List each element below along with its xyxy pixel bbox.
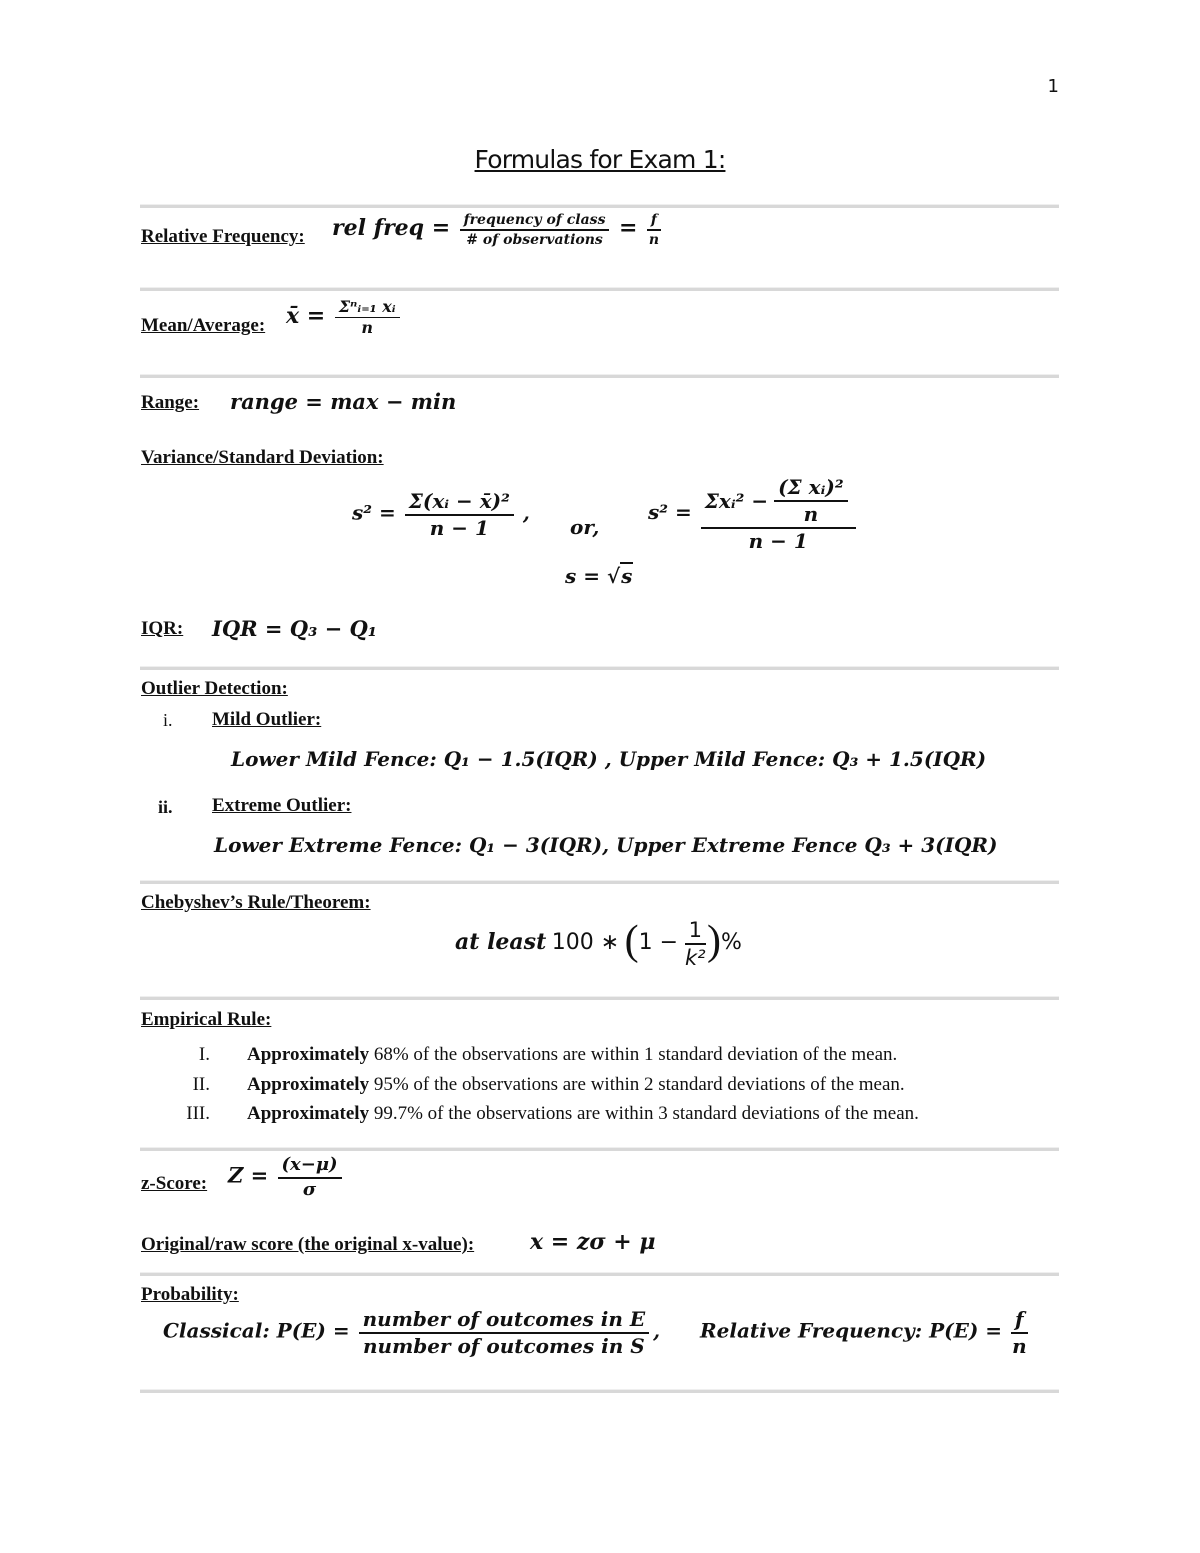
empirical-item-text: 68% of the observations are within 1 standard deviation of the mean. (369, 1044, 898, 1065)
chebyshev-fraction (685, 918, 706, 970)
extreme-outlier-label: Extreme Outlier: (212, 795, 352, 816)
empirical-item-bold: Approximately (247, 1074, 370, 1095)
variance-denominator-2: n − 1 (748, 529, 808, 553)
relative-frequency-formula (332, 212, 665, 248)
outlier-label: Outlier Detection: (141, 678, 288, 699)
rel-freq-lhs: rel freq = (332, 215, 451, 242)
chebyshev-numerator: 1 (685, 918, 706, 945)
relative-probability-formula (700, 1308, 1032, 1358)
chebyshev-denominator: k² (684, 946, 706, 971)
variance-lhs-1: s² = (352, 500, 396, 525)
section-divider (140, 204, 1059, 208)
range-formula: range = max − min (230, 389, 457, 414)
empirical-item-text: 99.7% of the observations are within 3 standard deviations of the mean. (369, 1103, 919, 1124)
classical-numerator: number of outcomes in E (359, 1308, 649, 1334)
mean-fraction (335, 298, 400, 338)
mean-label: Mean/Average: (141, 315, 266, 336)
variance-inner-numerator: (Σ xᵢ)² (774, 476, 848, 502)
variance-denominator-1: n − 1 (429, 516, 489, 540)
zscore-formula (228, 1155, 346, 1200)
section-divider (140, 666, 1059, 670)
classical-probability-formula (163, 1308, 660, 1358)
variance-or: or, (570, 515, 600, 539)
relative-probability-lhs: Relative Frequency: P(E) = (700, 1318, 1003, 1343)
empirical-item-bold: Approximately (247, 1103, 370, 1124)
empirical-item-bold: Approximately (247, 1044, 370, 1065)
section-divider (140, 287, 1059, 291)
variance-fraction-1 (405, 490, 514, 540)
empirical-item-number: III. (186, 1103, 210, 1124)
zscore-denominator: σ (302, 1178, 317, 1200)
chebyshev-hundred: 100 ∗ (551, 930, 620, 956)
empirical-item-number: II. (192, 1074, 210, 1095)
variance-lhs-2: s² = (648, 500, 692, 525)
raw-score-label: Original/raw score (the original x-value): (141, 1234, 475, 1255)
section-divider (140, 1389, 1059, 1393)
variance-inner-fraction (774, 476, 848, 526)
relative-probability-fraction (1011, 1308, 1028, 1358)
variance-numerator-1: Σ(xᵢ − x̄)² (405, 490, 514, 516)
classical-comma: , (653, 1318, 661, 1343)
classical-lhs: Classical: P(E) = (163, 1318, 350, 1343)
classical-fraction (359, 1308, 649, 1358)
extreme-fence-formula: Lower Extreme Fence: Q₁ − 3(IQR), Upper Extreme Fence Q₃ + 3(IQR) (214, 833, 998, 857)
zscore-fraction (278, 1155, 342, 1200)
chebyshev-formula (455, 918, 742, 970)
std-dev-radicand: s (621, 564, 633, 588)
empirical-item (247, 1074, 905, 1096)
range-label: Range: (141, 392, 200, 413)
document-title: Formulas for Exam 1: (474, 145, 726, 174)
mild-outlier-label: Mild Outlier: (212, 709, 322, 730)
empirical-item (247, 1044, 897, 1066)
empirical-item (247, 1103, 919, 1125)
mild-outlier-number: i. (163, 710, 173, 730)
mean-formula (286, 298, 404, 338)
zscore-numerator: (x−μ) (278, 1155, 342, 1179)
section-divider (140, 880, 1059, 884)
left-paren-icon: ( (624, 918, 639, 965)
variance-fraction-2 (701, 476, 856, 553)
variance-label: Variance/Standard Deviation: (141, 447, 384, 468)
right-paren-icon: ) (706, 918, 721, 965)
page-number: 1 (1047, 76, 1059, 97)
variance-formula-2 (648, 476, 860, 553)
section-divider (140, 374, 1059, 378)
chebyshev-one: 1 − (638, 930, 679, 956)
std-dev-lhs: s = (565, 564, 607, 588)
variance-formula-1 (352, 490, 530, 540)
iqr-formula: IQR = Q₃ − Q₁ (212, 616, 377, 641)
extreme-outlier-number: ii. (158, 797, 173, 817)
empirical-item-text: 95% of the observations are within 2 standard deviations of the mean. (369, 1074, 905, 1095)
variance-inner-denominator: n (803, 502, 819, 526)
relative-probability-numerator: f (1011, 1308, 1028, 1334)
std-dev-formula (565, 564, 633, 588)
sqrt-icon: √ (606, 564, 621, 588)
mean-numerator: Σⁿᵢ₌₁ xᵢ (335, 298, 400, 318)
rel-freq-fraction (460, 212, 610, 248)
section-divider (140, 1272, 1059, 1276)
chebyshev-label: Chebyshev’s Rule/Theorem: (141, 892, 371, 913)
rel-freq-numerator: frequency of class (460, 212, 610, 231)
iqr-label: IQR: (141, 618, 184, 639)
mean-lhs: x̄ = (286, 302, 326, 329)
variance-comma: , (522, 500, 530, 525)
chebyshev-prefix: at least (455, 929, 547, 956)
rel-freq-equals: = (618, 215, 638, 242)
mean-denominator: n (361, 318, 373, 338)
relative-frequency-label: Relative Frequency: (141, 226, 305, 247)
rel-freq-denominator: # of observations (466, 232, 603, 249)
zscore-lhs: Z = (228, 1162, 269, 1188)
empirical-label: Empirical Rule: (141, 1009, 272, 1030)
zscore-label: z-Score: (141, 1173, 208, 1194)
rel-freq-numerator-f: f (647, 212, 661, 231)
variance-sum-squares: Σxᵢ² − (704, 488, 769, 513)
mild-fence-formula: Lower Mild Fence: Q₁ − 1.5(IQR) , Upper Mild Fence: Q₃ + 1.5(IQR) (231, 747, 987, 771)
empirical-item-number: I. (198, 1044, 210, 1065)
raw-score-formula: x = zσ + μ (530, 1229, 656, 1255)
classical-denominator: number of outcomes in S (363, 1334, 645, 1358)
relative-probability-denominator: n (1012, 1334, 1027, 1358)
rel-freq-fraction-short (647, 212, 661, 248)
chebyshev-percent: % (720, 930, 742, 956)
rel-freq-denominator-n: n (648, 232, 659, 249)
probability-label: Probability: (141, 1284, 239, 1305)
section-divider (140, 1147, 1059, 1151)
section-divider (140, 996, 1059, 1000)
variance-numerator-2 (701, 476, 856, 529)
